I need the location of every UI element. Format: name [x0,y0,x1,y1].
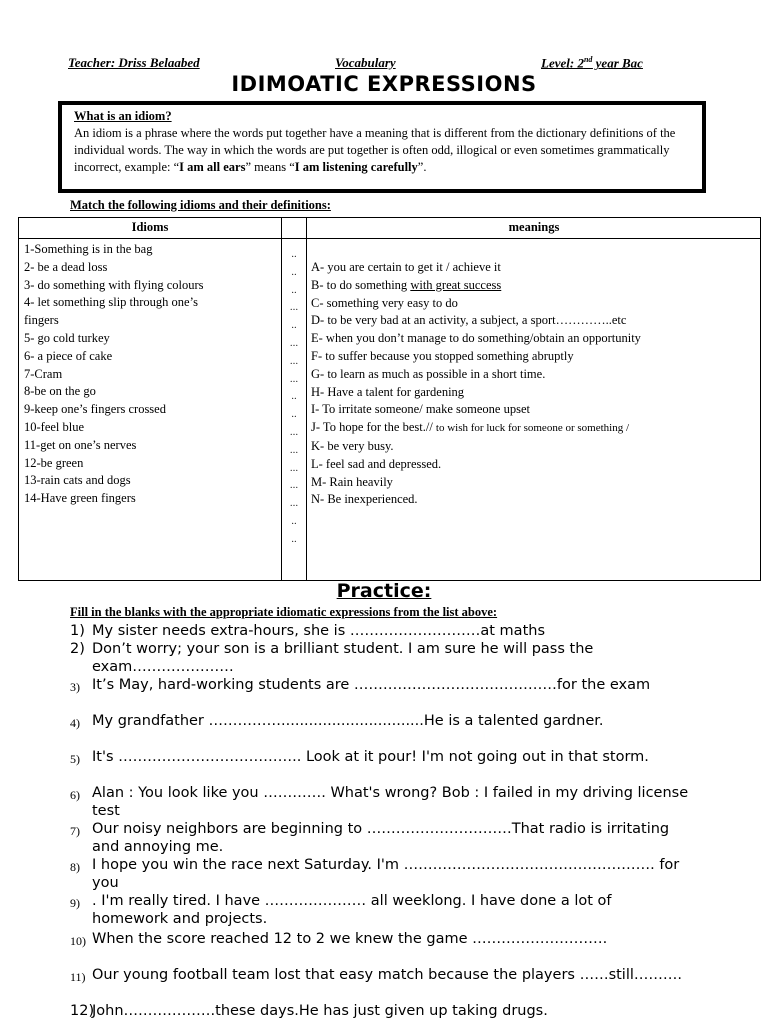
exercise-number: 8) [70,860,80,874]
exercise-item [70,622,690,640]
meaning-item [311,312,756,330]
exercise-number: 4) [70,716,80,730]
exercise-sentence: Don’t worry; your son is a brilliant student. I am sure he will pass the exam………………… [92,641,594,675]
idiom-item: 13-rain cats and dogs [24,473,131,488]
exercise-sentence: Our noisy neighbors are beginning to …………………………That radio is irritating and annoying me. [92,821,670,855]
definition-text-part-3: ”. [417,160,427,174]
exercise-item [70,966,690,984]
exercise-item [70,640,690,676]
page-title: IDIMOATIC EXPRESSIONS [231,72,537,96]
meaning-item [311,348,756,366]
exercise-number: 9) [70,896,80,910]
idiom-item: 2- be a dead loss [24,259,108,274]
meaning-text: E- when you don’t manage to do something/obtain an opportunity [311,331,641,346]
exercise-item [70,930,690,948]
meaning-item [311,491,756,509]
exercise-number: 7) [70,824,80,838]
answer-blank[interactable]: ... [289,354,299,367]
definition-question: What is an idiom? [74,109,172,123]
exercise-sentence: My sister needs extra-hours, she is ………………………at maths [92,623,545,639]
answer-blank[interactable]: .. [291,390,297,403]
meanings-column-header: meanings [508,220,560,234]
meaning-item [311,330,756,348]
exercise-number: 12) [70,1003,95,1019]
exercise-sentence: Alan : You look like you …………. What's wrong? Bob : I failed in my driving license test [92,785,689,819]
exercise-sentence: It's ……………………………….. Look at it pour! I'm not going out in that storm. [92,749,649,765]
exercise-sentence: I hope you win the race next Saturday. I'm ……………………………………………. for you [92,857,680,891]
answer-blank[interactable]: .. [291,265,297,278]
answer-blank[interactable]: ... [289,443,299,456]
meanings-list [311,259,756,509]
answer-blank[interactable]: ... [289,372,299,385]
meaning-text: F- to suffer because you stopped something abruptly [311,348,574,363]
idiom-item: 10-feel blue [24,419,85,434]
meaning-text: N- Be inexperienced. [311,492,418,507]
idiom-item: 3- do something with flying colours [24,277,204,292]
meaning-text: D- to be very bad at an activity, a subject, a sport…………..etc [311,313,627,328]
answer-blanks-column [284,246,304,549]
meaning-text: J- To hope for the best.// [311,420,436,435]
idiom-item: 9-keep one’s fingers crossed [24,402,166,417]
answer-blank[interactable]: ... [289,425,299,438]
meaning-item [311,474,756,492]
answer-blank[interactable]: ... [289,479,299,492]
practice-title: Practice: [336,580,432,602]
exercise-number: 1) [70,623,85,639]
exercise-sentence: John……………….these days.He has just given up taking drugs. [92,1003,548,1019]
meaning-text: L- feel sad and depressed. [311,456,442,471]
practice-instruction: Fill in the blanks with the appropriate idiomatic expressions from the list above: [70,605,498,619]
meaning-text: B- to do something [311,277,411,292]
exercise-item [70,748,690,766]
exercise-number: 5) [70,752,80,766]
exercise-item [70,856,690,892]
table-header-divider [19,238,760,239]
meaning-text: H- Have a talent for gardening [311,384,465,399]
meaning-text: C- something very easy to do [311,295,458,310]
meaning-item [311,419,756,438]
exercise-sentence: My grandfather ……………...............................He is a talented gardner. [92,713,604,729]
exercise-sentence: It’s May, hard-working students are ……………………………………for the exam [92,677,651,693]
meaning-item [311,295,756,313]
answer-blank[interactable]: .. [291,319,297,332]
meaning-item [311,456,756,474]
answer-blank[interactable]: .. [291,283,297,296]
meaning-item [311,259,756,277]
meaning-item [311,438,756,456]
idiom-item: 4- let something slip through one’s [24,295,198,310]
subject-label: Vocabulary [335,55,396,70]
meaning-small-text: to wish for luck for someone or something / [435,422,630,435]
idiom-item: 5- go cold turkey [24,330,110,345]
idiom-item: 1-Something is in the bag [24,242,153,256]
idioms-list [24,241,282,508]
meaning-text: K- be very busy. [311,438,394,453]
definition-text-part-1: An idiom is a phrase where the words put together have a meaning that is different from the dictionary definitions of the individual words. The way in which the words are put together is often odd, illogical or even sometimes grammatically incorrect, example: “ [74,126,676,174]
teacher-name: Teacher: Driss Belaabed [68,55,200,70]
answer-blank[interactable]: ... [289,336,299,349]
answer-blank[interactable]: ... [289,497,299,510]
exercise-sentence: When the score reached 12 to 2 we knew the game ………………………. [92,931,608,947]
answer-blank[interactable]: ... [289,301,299,314]
exercise-item [70,820,690,856]
meaning-text: A- you are certain to get it / achieve it [311,260,501,274]
match-instruction: Match the following idioms and their definitions: [70,198,331,212]
exercise-sentence: Our young football team lost that easy match because the players ……still………. [92,967,682,983]
definition-box [58,101,706,193]
idiom-item: 11-get on one’s nerves [24,437,137,452]
exercise-number: 3) [70,680,80,694]
definition-text [74,125,690,176]
exercise-number: 6) [70,788,80,802]
answer-blank[interactable]: .. [291,248,297,260]
idiom-item: 6- a piece of cake [24,348,113,363]
idiom-item: 12-be green [24,455,84,470]
definition-text-part-2: ” means “ [245,160,295,174]
meaning-item [311,366,756,384]
level-superscript: nd [583,55,593,64]
idioms-column-header: Idioms [131,220,169,234]
exercise-item [70,712,690,730]
level-suffix: year Bac [592,55,643,71]
exercise-item [70,1002,690,1020]
meaning-text: M- Rain heavily [311,474,393,489]
meaning-item [311,277,756,295]
column-divider-2 [306,218,307,580]
exercise-item [70,892,690,928]
answer-blank[interactable]: .. [291,532,297,545]
example-meaning: I am listening carefully [294,160,418,174]
meaning-item [311,401,756,419]
exercise-sentence: . I'm really tired. I have ………………… all weeklong. I have done a lot of homework and projects. [92,893,612,927]
exercise-item [70,676,690,694]
meaning-item [311,384,756,402]
answer-blank[interactable]: ... [289,461,299,474]
idiom-item: fingers [24,313,59,328]
answer-blank[interactable]: .. [291,408,297,421]
meaning-text: G- to learn as much as possible in a short time. [311,366,546,381]
meaning-text: I- To irritate someone/ make someone upset [311,402,530,417]
level-label [541,55,643,71]
idiom-item: 14-Have green fingers [24,491,136,506]
exercise-item [70,784,690,820]
answer-blank[interactable]: .. [291,514,297,527]
document-header [68,55,668,71]
meaning-underlined-text: with great success [410,277,502,292]
exercise-number: 10) [70,934,86,948]
exercise-number: 11) [70,970,86,984]
idiom-item: 7-Cram [24,366,63,381]
matching-table [18,217,761,581]
exercise-number: 2) [70,641,85,657]
example-idiom: I am all ears [179,160,246,174]
level-prefix: Level: 2 [541,55,584,71]
idiom-item: 8-be on the go [24,384,96,399]
